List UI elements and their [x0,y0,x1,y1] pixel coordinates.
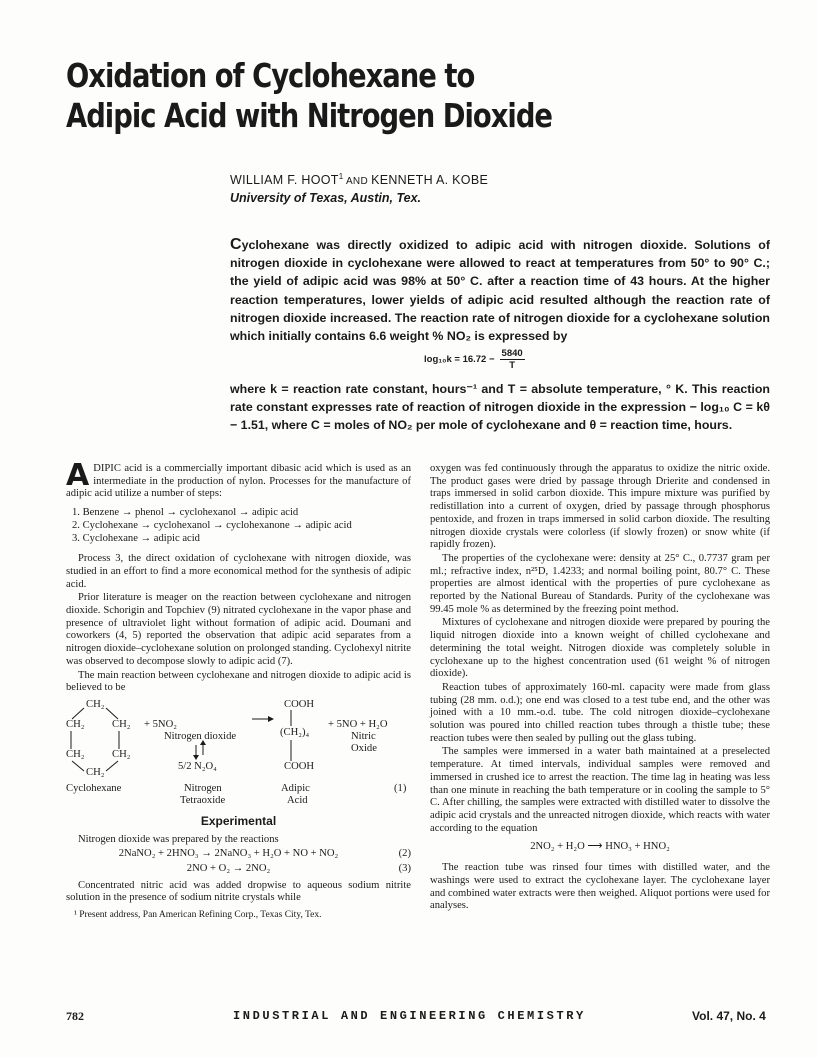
paper-title [66,56,564,136]
title-line-1: Oxidation of Cyclohexane to [66,56,475,95]
paragraph-process-3: Process 3, the direct oxidation of cyclohexane with nitrogen dioxide, was studied in an effort to find a more economical method for the synthesis of adipic acid. [66,553,411,590]
paragraph-cyclohexane-properties: The properties of the cyclohexane were: density at 25° C., 0.7737 gram per ml.; refractive index, n²⁵D, 1.4233; and normal boiling point, 80.7° C. These properties are almost identical with the properties of pure cyclohexane as reported by the National Bureau of Standards. Purity of the cyclohexane was 99.45 mole % as determined by the freezing point method. [430,552,770,615]
scheme-nitrogen-dioxide: Nitrogen dioxide [164,730,237,742]
paragraph-mixtures: Mixtures of cyclohexane and nitrogen dioxide were prepared by pouring the liquid nitrogen dioxide into a known weight of chilled cyclohexane and determining the total weight. Nitrogen dioxide was completely soluble in cyclohexane up to the highest concentration used (61 weight % of nitrogen dioxide). [430,617,770,680]
scheme-equation-number: (1) [394,782,407,794]
author-and: AND [343,176,372,188]
process-steps [66,507,411,545]
author-1: WILLIAM F. HOOT [230,173,339,188]
affiliation: University of Texas, Austin, Tex. [230,191,422,205]
scheme-ch2-bottom: CH₂ [86,766,105,778]
scheme-cooh-top: COOH [284,698,315,710]
equation-3-number: (3) [398,863,411,875]
paragraph-rinsing: The reaction tube was rinsed four times with distilled water, and the washings were used to extract the cyclohexane layer. The cyclohexane layer and combined water extracts were then weighed. Aliquot portions were used for analyses. [430,862,770,912]
abstract-text: yclohexane was directly oxidized to adipic acid with nitrogen dioxide. Solutions of nitrogen dioxide in cyclohexane were allowed to react at temperatures from 50° to 90° C.; the yield of adipic acid was 98% at 50° C. after a reaction time of 43 hours. At the higher reaction temperatures, lower yields of adipic acid resulted although the reaction rate of nitrogen dioxide increased. The reaction rate of nitrogen dioxide for a cyclohexane solution which initially contains 6.6 weight % NO₂ is expressed by [230,238,770,344]
rate-equation [424,348,525,371]
left-column [66,458,411,922]
reaction-scheme [66,699,411,809]
scheme-label-cyclohexane: Cyclohexane [66,782,122,794]
scheme-ch2-top: CH₂ [86,698,105,710]
scheme-plus-no-h2o: + 5NO + H₂O [328,718,388,730]
scheme-nitric: Nitric [351,730,376,742]
scheme-plus-no2: + 5NO₂ [144,718,177,730]
scheme-ch2-right-lower: CH₂ [112,748,131,760]
author-2: KENNETH A. KOBE [371,173,489,188]
equation-no2-water: 2NO₂ + H₂O ⟶ HNO₃ + HNO₂ [530,841,670,853]
author-1-footnote-mark: 1 [338,172,344,181]
rate-equation-fraction [500,348,525,371]
paragraph-nitric-acid: Concentrated nitric acid was added dropwise to aqueous sodium nitrite solution in the presence of sodium nitrite crystals while [66,879,411,904]
equation-3 [66,863,411,876]
rate-equation-denominator: T [509,360,515,371]
equation-2 [66,848,411,861]
abstract-initial: C [230,236,242,253]
scheme-label-adipic: Adipic [281,782,310,794]
scheme-label-tetraoxide: Tetraoxide [180,794,226,806]
paragraph-reaction-tubes: Reaction tubes of approximately 160-ml. capacity were made from glass tubing (28 mm. o.d.); one end was closed to a test tube end, and the other was joined with a 10 mm.-o.d. tube. The cold nitrogen dioxide–cyclohexane solution was poured into chilled reaction tubes through a thistle tube; these reaction tubes were then sealed by pulling out the glass tubing. [430,681,770,744]
page-number: 782 [66,1009,84,1023]
right-column [430,463,770,914]
rate-equation-numerator: 5840 [501,348,523,359]
volume-issue: Vol. 47, No. 4 [692,1009,766,1023]
scheme-ch2-4: (CH₂)₄ [280,726,310,738]
abstract-paragraph-1 [230,236,770,345]
process-step-3: 3. Cyclohexane → adipic acid [72,532,200,544]
process-step-2: 2. Cyclohexane → cyclohexanol → cyclohexanone → adipic acid [72,519,352,531]
scheme-n2o4: 5/2 N₂O₄ [178,760,217,772]
equation-2-text: 2NaNO₂ + 2HNO₃ → 2NaNO₃ + H₂O + NO + NO₂ [118,848,339,860]
process-step-1: 1. Benzene → phenol → cyclohexanol → adipic acid [72,507,299,519]
title-line-2: Adipic Acid with Nitrogen Dioxide [66,96,553,135]
equation-3-text: 2NO + O₂ → 2NO₂ [186,863,271,875]
scheme-cooh-bottom: COOH [284,760,315,772]
scheme-oxide: Oxide [351,742,377,754]
paragraph-main-reaction: The main reaction between cyclohexane and nitrogen dioxide to adipic acid is believed to be [66,669,411,694]
equation-2-number: (2) [398,848,411,860]
paragraph-oxygen-fed: oxygen was fed continuously through the apparatus to oxidize the nitric oxide. The product gases were dried by passage through Drierite and condensed in traps immersed in solid carbon dioxide. This impure mixture was purified by redistillation into a current of oxygen, dried by passage through phosphorus pentoxide, and frozen in traps immersed in solid carbon dioxide. The resulting nitrogen dioxide crystals were colorless (if slowly frozen) or snow white (if rapidly frozen). [430,463,770,551]
paragraph-prior-literature: Prior literature is meager on the reaction between cyclohexane and nitrogen dioxide. Schorigin and Topchiev (9) nitrated cyclohexane in the vapor phase and presence of ultraviolet light without formation of adipic acid. Doumani and coworkers (4, 5) reported the observation that adipic acid separates from a nitrogen dioxide–cyclohexane solution on prolonged standing. Cyclohexyl nitrite was observed to decompose slowly to adipic acid (7). [66,592,411,667]
abstract-paragraph-2: where k = reaction rate constant, hours⁻¹ and T = absolute temperature, ° K. This reaction rate constant expresses rate of reaction of nitrogen dioxide in the expression − log₁₀ C = kθ − 1.51, where C = moles of NO₂ per mole of cyclohexane and θ = reaction time, hours. [230,382,770,433]
scheme-label-nitrogen: Nitrogen [184,782,222,794]
author-line [230,172,488,187]
scheme-label-acid: Acid [287,794,308,806]
paragraph-no2-preparation: Nitrogen dioxide was prepared by the reactions [78,833,279,845]
rate-equation-lhs: log₁₀k = 16.72 − [424,354,495,365]
scheme-ch2-right-upper: CH₂ [112,718,131,730]
drop-cap: A [66,458,90,493]
section-heading-experimental: Experimental [200,813,277,828]
paragraph-samples: The samples were immersed in a water bath maintained at a preselected temperature. At timed intervals, individual samples were removed and immersed in crushed ice to arrest the reaction. The time lag in heating was less than one minute in reaching the bath temperature or in cooling the sample to 5° C. After chilling, the samples were extracted with distilled water to dissolve the adipic acid crystals and the unreacted nitrogen dioxide, which reacts with water according to the equation [430,746,770,834]
intro-paragraph [66,458,411,501]
footnote: ¹ Present address, Pan American Refining Corp., Texas City, Tex. [74,910,322,921]
intro-text: DIPIC acid is a commercially important dibasic acid which is used as an intermediate in the production of nylon. Processes for the manufacture of adipic acid utilize a number of steps: [66,463,411,500]
scheme-ch2-left-lower: CH₂ [66,748,85,760]
journal-name: INDUSTRIAL AND ENGINEERING CHEMISTRY [233,1009,586,1023]
scheme-ch2-left-upper: CH₂ [66,718,85,730]
